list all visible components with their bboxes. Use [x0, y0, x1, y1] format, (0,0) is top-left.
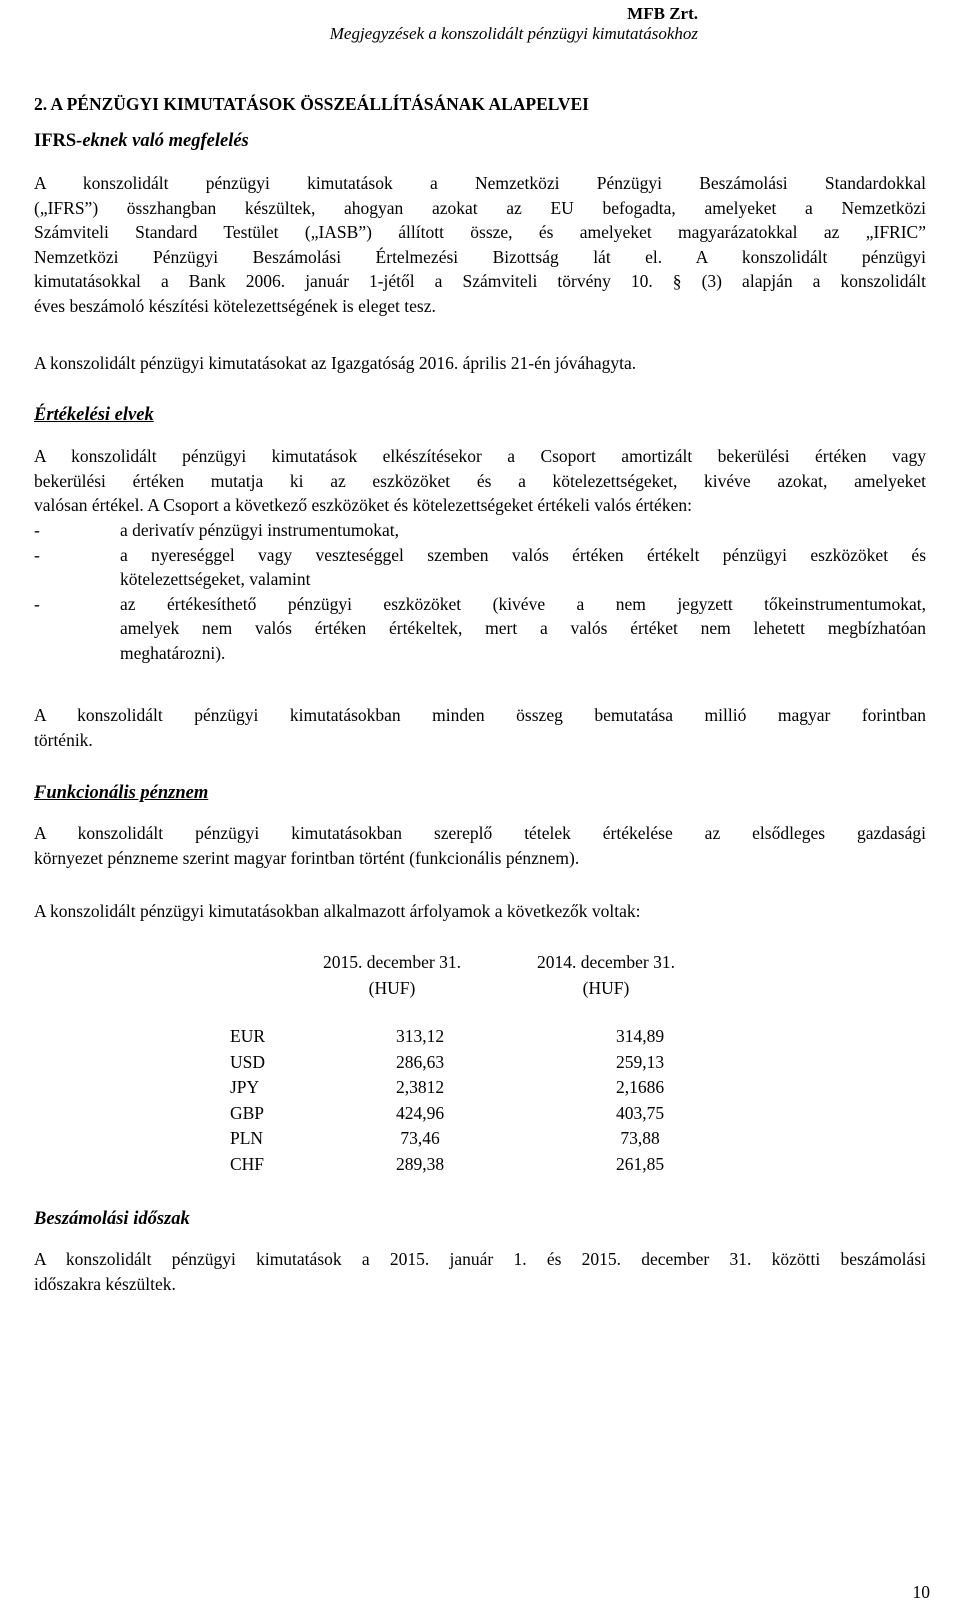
text-line: („IFRS”) összhangban készültek, ahogyan azokat az EU befogadta, amelyeket a Nemzetközi — [34, 197, 926, 218]
text-line: a nyereséggel vagy veszteséggel szemben valós értéken értékelt pénzügyi eszközöket és — [120, 544, 926, 565]
text-line: bekerülési értéken mutatja ki az eszközöket és a kötelezettségeket, kivéve azokat, amelyeket — [34, 470, 926, 491]
rate-2015: 73,46 — [400, 1128, 440, 1148]
text-line: A konszolidált pénzügyi kimutatások a Nemzetközi Pénzügyi Beszámolási Standardokkal — [34, 173, 926, 193]
bullet-dash: - — [34, 593, 40, 614]
rates-col-2015-header — [300, 950, 484, 1001]
text-line: meghatározni). — [120, 642, 226, 663]
currency-code: USD — [230, 1051, 266, 1072]
text-line: A konszolidált pénzügyi kimutatásokban szereplő tételek értékelése az elsődleges gazdasági — [34, 823, 926, 843]
rates-intro: A konszolidált pénzügyi kimutatásokban alkalmazott árfolyamok a következők voltak: — [34, 901, 641, 921]
page-number: 10 — [912, 1582, 930, 1602]
text-line: az értékesíthető pénzügyi eszközöket (kivéve a nem jegyzett tőkeinstrumentumokat, — [120, 593, 926, 614]
text-line: Nemzetközi Pénzügyi Beszámolási Értelmezési Bizottság lát el. A konszolidált pénzügyi — [34, 246, 926, 267]
text-line: kötelezettségeket, valamint — [120, 569, 311, 590]
currency-code: EUR — [230, 1026, 265, 1046]
text-line: A konszolidált pénzügyi kimutatásokban minden összeg bemutatása millió magyar forintban — [34, 705, 926, 725]
rate-2014: 2,1686 — [615, 1077, 665, 1097]
text-line: A konszolidált pénzügyi kimutatások elkészítésekor a Csoport amortizált bekerülési értéken vagy — [34, 446, 926, 466]
ifrs-paragraph — [34, 171, 926, 319]
header-company: MFB Zrt. — [627, 4, 698, 23]
rate-2014: 314,89 — [615, 1026, 665, 1046]
table-row — [230, 1101, 750, 1127]
text-line: Számviteli Standard Testület („IASB”) állított össze, és amelyeket magyarázatokkal az „IFRIC” — [34, 222, 926, 243]
table-row — [230, 1126, 750, 1152]
rate-2015: 313,12 — [395, 1026, 445, 1046]
valuation-heading: Értékelési elvek — [34, 405, 154, 425]
currency-code: JPY — [230, 1077, 260, 1097]
valuation-paragraph — [34, 444, 926, 518]
list-item — [34, 592, 926, 666]
functional-paragraph — [34, 821, 926, 870]
rates-col-2014-header — [512, 950, 700, 1001]
rate-2015: 2,3812 — [395, 1077, 445, 1097]
rate-2014: 261,85 — [615, 1153, 665, 1174]
text-line: éves beszámoló készítési kötelezettségének is eleget tesz. — [34, 295, 436, 316]
bullet-dash: - — [34, 544, 40, 565]
list-item — [34, 518, 926, 543]
ifrs-heading — [34, 131, 249, 152]
currency-code: GBP — [230, 1102, 265, 1123]
currency-code: PLN — [230, 1128, 264, 1148]
ifrs-heading-prefix: IFRS — [34, 131, 77, 151]
table-row — [230, 1152, 750, 1178]
text-line: történik. — [34, 729, 93, 750]
rate-2015: 289,38 — [395, 1153, 445, 1174]
rate-2014: 403,75 — [615, 1102, 665, 1123]
bullet-dash: - — [34, 520, 40, 540]
ifrs-heading-rest: -eknek való megfelelés — [76, 131, 249, 151]
currency-code: CHF — [230, 1153, 265, 1174]
period-heading: Beszámolási időszak — [34, 1209, 190, 1229]
section-title: 2. A PÉNZÜGYI KIMUTATÁSOK ÖSSZEÁLLÍTÁSÁNAK ALAPELVEI — [34, 94, 589, 114]
table-row — [230, 1024, 750, 1050]
header-subtitle: Megjegyzések a konszolidált pénzügyi kimutatásokhoz — [329, 24, 698, 43]
text-line: környezet pénzneme szerint magyar forintban történt (funkcionális pénznem). — [34, 847, 580, 868]
period-paragraph — [34, 1247, 926, 1296]
rate-2014: 73,88 — [620, 1128, 660, 1148]
rate-2015: 424,96 — [395, 1102, 445, 1123]
text-line: amelyek nem valós értéken értékeltek, mert a valós értéket nem lehetett megbízhatóan — [120, 618, 926, 639]
valuation-bullet-list — [34, 518, 926, 666]
table-row — [230, 1075, 750, 1101]
currency-unit-paragraph — [34, 703, 926, 752]
text-line: valósan értékel. A Csoport a következő eszközöket és kötelezettségeket értékeli valós értéken: — [34, 495, 692, 516]
col-header-date: 2014. december 31. — [536, 952, 675, 972]
approval-paragraph: A konszolidált pénzügyi kimutatásokat az Igazgatóság 2016. április 21-én jóváhagyta. — [34, 353, 637, 373]
functional-heading: Funkcionális pénznem — [34, 783, 209, 803]
table-row — [230, 1050, 750, 1076]
text-line: a derivatív pénzügyi instrumentumokat, — [120, 520, 399, 540]
text-line: időszakra készültek. — [34, 1273, 176, 1294]
exchange-rates-table — [230, 1024, 750, 1177]
col-header-date: 2015. december 31. — [322, 952, 461, 972]
rate-2014: 259,13 — [615, 1051, 665, 1072]
text-line: A konszolidált pénzügyi kimutatások a 2015. január 1. és 2015. december 31. közötti beszámolási — [34, 1249, 926, 1269]
col-header-unit: (HUF) — [368, 977, 416, 998]
list-item — [34, 543, 926, 592]
text-line: kimutatásokkal a Bank 2006. január 1-jétől a Számviteli törvény 10. § (3) alapján a konszolidált — [34, 271, 926, 292]
rate-2015: 286,63 — [395, 1051, 445, 1072]
col-header-unit: (HUF) — [582, 977, 630, 998]
